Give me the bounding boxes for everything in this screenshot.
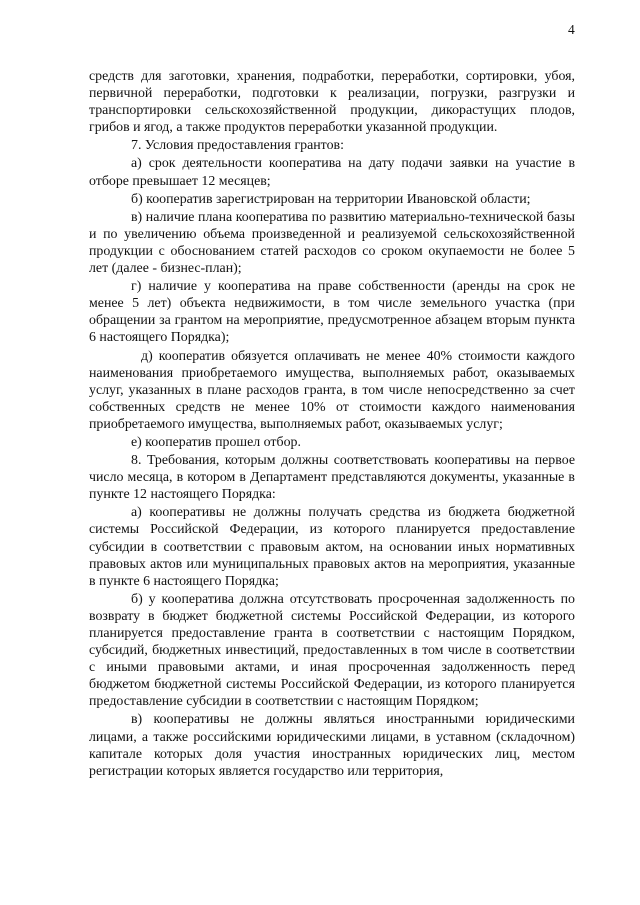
paragraph-section-7-heading: 7. Условия предоставления грантов: xyxy=(131,138,344,154)
paragraph-8b: б) у кооператива должна отсутствовать просроченная задолженность по возврату в бюджет бюджетной системы Российской Федерации, из которого планируется предоставление гранта в соответствии с настоящим Порядком, субсидий, бюджетных инвестиций, предоставленных в том числе в соответствии с иными правовыми актами, и иная просроченная задолженность перед бюджетом бюджетной системы Российской Федерации, из которого планируется предоставление субсидии в соответствии с настоящим Порядком; xyxy=(89,591,575,710)
paragraph-7a: а) срок деятельности кооператива на дату подачи заявки на участие в отборе превышает 12 месяцев; xyxy=(89,156,575,189)
paragraph-7e: д) кооператив обязуется оплачивать не менее 40% стоимости каждого наименования приобретаемого имущества, выполняемых работ, оказываемых услуг, указанных в плане расходов гранта, в том числе непосредственно за счет собственных средств не менее 10% от стоимости каждого наименования приобретаемого имущества, выполняемых работ, оказываемых услуг; xyxy=(89,348,575,432)
paragraph-section-8-heading: 8. Требования, которым должны соответствовать кооперативы на первое число месяца, в котором в Департамент представляются документы, указанные в пункте 12 настоящего Порядка: xyxy=(89,453,575,503)
paragraph-7d: г) наличие у кооператива на праве собственности (аренды на срок не менее 5 лет) объекта недвижимости, в том числе земельного участка (при обращении за грантом на мероприятие, предусмотренное абзацем вторым пункта 6 настоящего Порядка); xyxy=(89,279,575,346)
paragraph-8a: а) кооперативы не должны получать средства из бюджета бюджетной системы Российской Федерации, из которого планируется предоставление субсидии в соответствии с правовым актом, на основании иных нормативных правовых актов или муниципальных правовых актов на мероприятия, указанные в пункте 6 настоящего Порядка; xyxy=(89,505,575,589)
paragraph-continuation: средств для заготовки, хранения, подработки, переработки, сортировки, убоя, первичной переработки, подготовки к реализации, погрузки, разгрузки и транспортировки сельскохозяйственной продукции, дикорастущих плодов, грибов и ягод, а также продуктов переработки указанной продукции. xyxy=(89,69,575,136)
document-body xyxy=(89,68,575,780)
paragraph-7f: е) кооператив прошел отбор. xyxy=(131,434,301,450)
paragraph-8c: в) кооперативы не должны являться иностранными юридическими лицами, а также российскими юридическими лицами, в уставном (складочном) капитале которых доля участия иностранных юридических лиц, местом регистрации которых является государство или территория, xyxy=(89,712,575,779)
paragraph-7c: в) наличие плана кооператива по развитию материально-технической базы и по увеличению объема произведенной и реализуемой сельскохозяйственной продукции с обоснованием статей расходов со сроком окупаемости не более 5 лет (далее - бизнес-план); xyxy=(89,209,575,277)
paragraph-7b: б) кооператив зарегистрирован на территории Ивановской области; xyxy=(131,191,531,207)
page-number: 4 xyxy=(568,22,575,37)
